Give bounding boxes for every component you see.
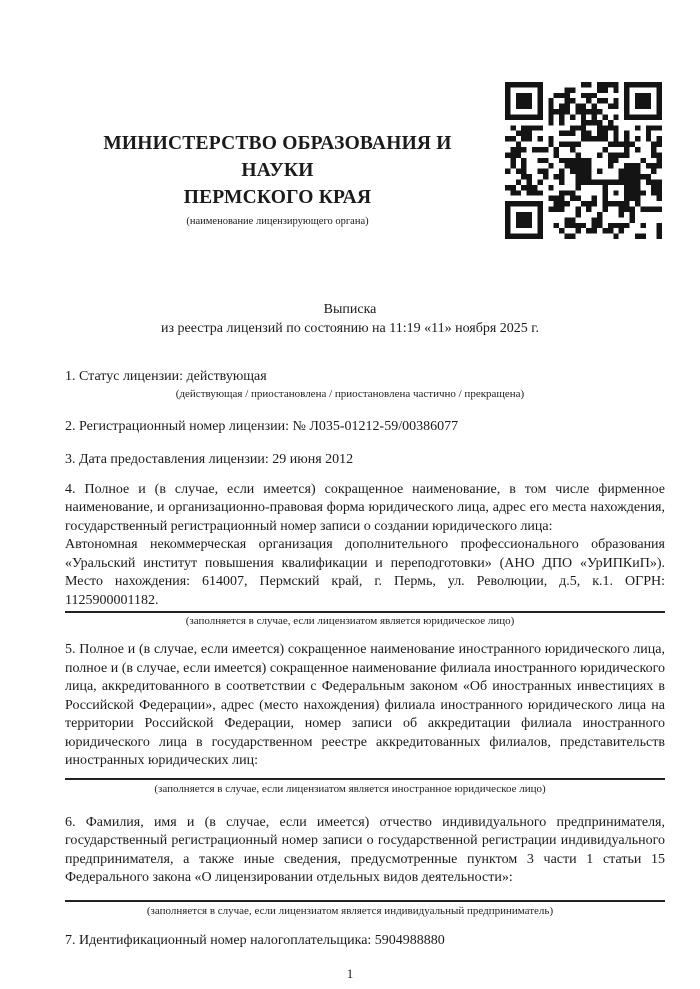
field-legal-entity-label: 4. Полное и (в случае, если имеется) сокращенное наименование, в том числе фирменное наименование, и организационно-правовая форма юридического лица, адрес его места нахождения, государственный регистрационный номер записи о создании юридического лица: bbox=[65, 481, 665, 534]
document-title-heading: Выписка bbox=[323, 302, 377, 317]
field-individual-entrepreneur bbox=[65, 814, 665, 888]
legal-entity-fill-line bbox=[65, 611, 665, 613]
field-foreign-entity-note: (заполняется в случае, если лицензиатом является иностранное юридическое лицо) bbox=[154, 782, 546, 795]
field-individual-entrepreneur-label: 6. Фамилия, имя и (в случае, если имеется) отчество индивидуального предпринимателя, государственный регистрационный номер записи о государственной регистрации индивидуального предпринимателя, а также иные сведения, предусмотренные пунктом 3 части 1 статьи 15 Федерального закона «О лицензировании отдельных видов деятельности»: bbox=[65, 814, 665, 885]
document-title-subheading: из реестра лицензий по состоянию на 11:19 «11» ноября 2025 г. bbox=[161, 321, 539, 336]
licensing-authority-caption: (наименование лицензирующего органа) bbox=[186, 216, 369, 227]
field-legal-entity-value: Автономная некоммерческая организация дополнительного профессионального образования «Уральский институт повышения квалификации и переподготовки» (АНО ДПО «УрИПКиП»). Место нахождения: 614007, Пермский край, г. Пермь, ул. Революции, д.5, к.1. ОГРН: 1125900001182. bbox=[65, 537, 665, 608]
individual-entrepreneur-fill-line bbox=[65, 900, 665, 902]
field-legal-entity bbox=[65, 481, 665, 611]
field-inn: 7. Идентификационный номер налогоплательщика: 5904988880 bbox=[65, 932, 445, 948]
field-license-status: 1. Статус лицензии: действующая bbox=[65, 369, 267, 384]
field-grant-date: 3. Дата предоставления лицензии: 29 июня 2012 bbox=[65, 452, 354, 467]
field-legal-entity-note: (заполняется в случае, если лицензиатом является юридическое лицо) bbox=[185, 615, 515, 627]
field-individual-entrepreneur-note: (заполняется в случае, если лицензиатом является индивидуальный предприниматель) bbox=[146, 904, 554, 917]
ministry-name-line2: ПЕРМСКОГО КРАЯ bbox=[183, 187, 372, 208]
ministry-name-line1: МИНИСТЕРСТВО ОБРАЗОВАНИЯ И НАУКИ bbox=[103, 133, 452, 181]
field-foreign-entity bbox=[65, 641, 665, 771]
page-number: 1 bbox=[346, 966, 354, 981]
field-registration-number: 2. Регистрационный номер лицензии: № Л035-01212-59/00386077 bbox=[65, 418, 459, 434]
field-foreign-entity-label: 5. Полное и (в случае, если имеется) сокращенное наименование иностранного юридического лица, полное и (в случае, если имеется) сокращенное наименование филиала иностранного юридического лица, аккредитованного в соответствии с Федеральным законом «Об иностранных инвестициях в Российской Федерации», адрес (место нахождения) филиала иностранного юридического лица на территории Российской Федерации, номер записи об аккредитации филиала иностранного юридического лица в государственном реестре аккредитованных филиалов, представительств иностранных юридических лиц: bbox=[65, 642, 665, 768]
document-title bbox=[0, 300, 700, 338]
field-license-status-note: (действующая / приостановлена / приостановлена частично / прекращена) bbox=[175, 387, 525, 400]
foreign-entity-fill-line bbox=[65, 778, 665, 780]
